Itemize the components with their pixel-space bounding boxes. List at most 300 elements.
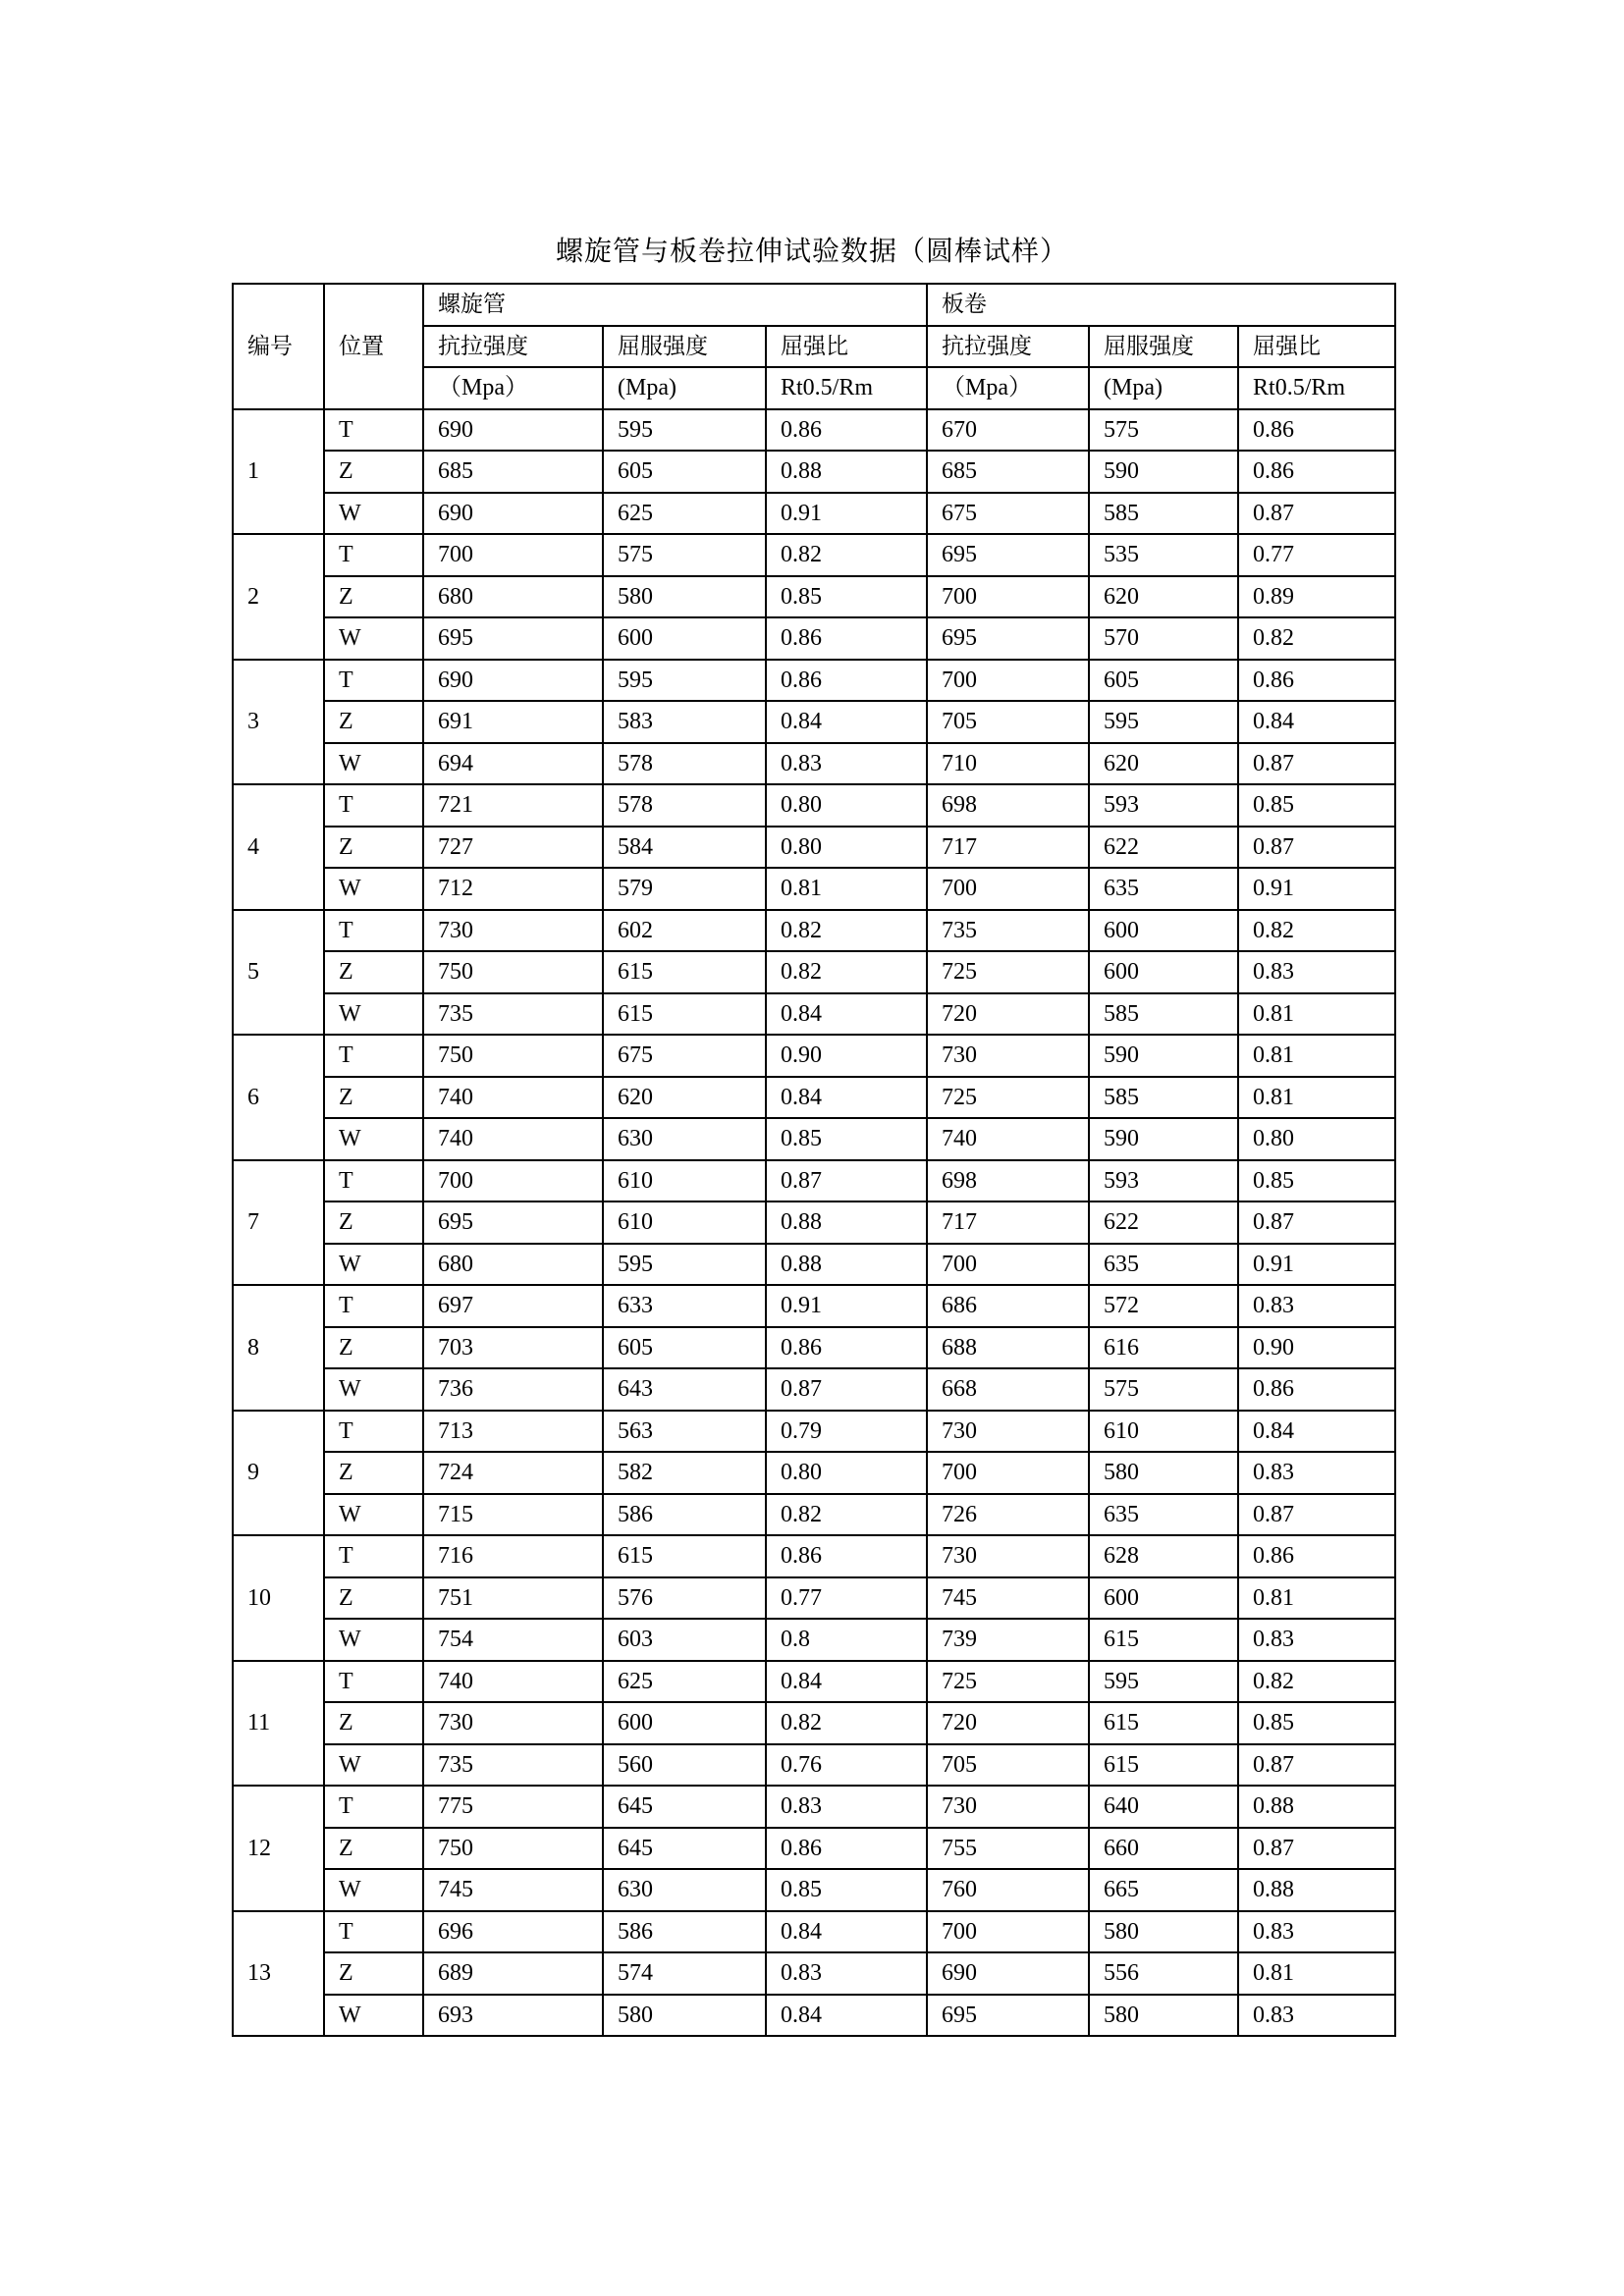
coil-yield-cell: 575 <box>1089 409 1238 452</box>
table-row <box>233 1661 1395 1703</box>
spiral-tensile-cell: 775 <box>423 1786 603 1828</box>
table-row <box>233 451 1395 493</box>
coil-yield-cell: 615 <box>1089 1744 1238 1787</box>
spiral-ratio-cell: 0.79 <box>766 1411 927 1453</box>
spiral-tensile-cell: 730 <box>423 910 603 952</box>
coil-yield-cell: 622 <box>1089 827 1238 869</box>
spiral-ratio-cell: 0.91 <box>766 493 927 535</box>
coil-tensile-cell: 735 <box>927 910 1089 952</box>
position-cell: Z <box>324 1201 423 1244</box>
table-row <box>233 951 1395 993</box>
spiral-yield-cell: 630 <box>603 1118 766 1160</box>
position-cell: T <box>324 784 423 827</box>
spiral-yield-cell: 580 <box>603 576 766 618</box>
spiral-yield-cell: 576 <box>603 1577 766 1620</box>
spiral-ratio-cell: 0.85 <box>766 1869 927 1911</box>
spiral-ratio-cell: 0.82 <box>766 1702 927 1744</box>
sample-no-cell: 13 <box>233 1911 324 2037</box>
coil-ratio-cell: 0.81 <box>1238 1035 1395 1077</box>
coil-tensile-cell: 700 <box>927 1452 1089 1494</box>
coil-ratio-cell: 0.87 <box>1238 827 1395 869</box>
coil-ratio-cell: 0.91 <box>1238 1244 1395 1286</box>
header-spiral-ratio: 屈强比 <box>766 326 927 368</box>
sample-no-cell: 10 <box>233 1535 324 1661</box>
coil-tensile-cell: 668 <box>927 1368 1089 1411</box>
header-spiral-tensile: 抗拉强度 <box>423 326 603 368</box>
spiral-yield-cell: 615 <box>603 951 766 993</box>
coil-tensile-cell: 700 <box>927 1911 1089 1953</box>
position-cell: T <box>324 1911 423 1953</box>
coil-yield-cell: 616 <box>1089 1327 1238 1369</box>
coil-ratio-cell: 0.91 <box>1238 868 1395 910</box>
sample-no-cell: 7 <box>233 1160 324 1286</box>
spiral-tensile-cell: 690 <box>423 409 603 452</box>
spiral-ratio-cell: 0.82 <box>766 951 927 993</box>
coil-yield-cell: 585 <box>1089 993 1238 1036</box>
coil-tensile-cell: 740 <box>927 1118 1089 1160</box>
table-row <box>233 1327 1395 1369</box>
spiral-ratio-cell: 0.86 <box>766 660 927 702</box>
coil-ratio-cell: 0.81 <box>1238 1577 1395 1620</box>
header-coil-ratio-unit: Rt0.5/Rm <box>1238 367 1395 409</box>
sample-no-cell: 2 <box>233 534 324 660</box>
table-row <box>233 1869 1395 1911</box>
spiral-ratio-cell: 0.77 <box>766 1577 927 1620</box>
spiral-yield-cell: 583 <box>603 701 766 743</box>
coil-yield-cell: 620 <box>1089 743 1238 785</box>
spiral-yield-cell: 560 <box>603 1744 766 1787</box>
coil-yield-cell: 660 <box>1089 1828 1238 1870</box>
coil-ratio-cell: 0.87 <box>1238 1744 1395 1787</box>
coil-ratio-cell: 0.82 <box>1238 910 1395 952</box>
spiral-ratio-cell: 0.84 <box>766 1995 927 2037</box>
coil-ratio-cell: 0.83 <box>1238 951 1395 993</box>
coil-yield-cell: 593 <box>1089 784 1238 827</box>
coil-tensile-cell: 705 <box>927 1744 1089 1787</box>
spiral-yield-cell: 620 <box>603 1077 766 1119</box>
spiral-ratio-cell: 0.84 <box>766 993 927 1036</box>
table-row <box>233 1035 1395 1077</box>
coil-ratio-cell: 0.86 <box>1238 451 1395 493</box>
position-cell: Z <box>324 951 423 993</box>
coil-yield-cell: 635 <box>1089 868 1238 910</box>
header-coil-tensile-unit: （Mpa） <box>927 367 1089 409</box>
spiral-ratio-cell: 0.83 <box>766 1786 927 1828</box>
position-cell: Z <box>324 1327 423 1369</box>
position-cell: T <box>324 1035 423 1077</box>
position-cell: Z <box>324 1577 423 1620</box>
coil-ratio-cell: 0.81 <box>1238 1952 1395 1995</box>
coil-tensile-cell: 700 <box>927 576 1089 618</box>
table-row <box>233 1995 1395 2037</box>
coil-tensile-cell: 725 <box>927 1077 1089 1119</box>
spiral-tensile-cell: 751 <box>423 1577 603 1620</box>
spiral-tensile-cell: 735 <box>423 1744 603 1787</box>
spiral-yield-cell: 675 <box>603 1035 766 1077</box>
coil-yield-cell: 593 <box>1089 1160 1238 1202</box>
coil-yield-cell: 535 <box>1089 534 1238 576</box>
header-row-group <box>233 284 1395 326</box>
spiral-yield-cell: 595 <box>603 1244 766 1286</box>
coil-yield-cell: 590 <box>1089 1118 1238 1160</box>
spiral-tensile-cell: 736 <box>423 1368 603 1411</box>
table-row <box>233 1911 1395 1953</box>
table-row <box>233 1535 1395 1577</box>
sample-no-cell: 5 <box>233 910 324 1036</box>
position-cell: T <box>324 1661 423 1703</box>
coil-ratio-cell: 0.83 <box>1238 1619 1395 1661</box>
header-spiral-ratio-unit: Rt0.5/Rm <box>766 367 927 409</box>
coil-ratio-cell: 0.81 <box>1238 993 1395 1036</box>
table-row <box>233 868 1395 910</box>
coil-yield-cell: 570 <box>1089 617 1238 660</box>
table-row <box>233 576 1395 618</box>
spiral-tensile-cell: 680 <box>423 1244 603 1286</box>
spiral-yield-cell: 602 <box>603 910 766 952</box>
spiral-yield-cell: 625 <box>603 493 766 535</box>
coil-yield-cell: 556 <box>1089 1952 1238 1995</box>
spiral-yield-cell: 603 <box>603 1619 766 1661</box>
coil-tensile-cell: 745 <box>927 1577 1089 1620</box>
header-group-spiral: 螺旋管 <box>423 284 927 326</box>
spiral-yield-cell: 633 <box>603 1285 766 1327</box>
coil-ratio-cell: 0.87 <box>1238 1828 1395 1870</box>
spiral-tensile-cell: 695 <box>423 617 603 660</box>
tensile-test-table <box>232 283 1396 2037</box>
position-cell: Z <box>324 827 423 869</box>
header-coil-yield-unit: (Mpa) <box>1089 367 1238 409</box>
spiral-yield-cell: 578 <box>603 743 766 785</box>
spiral-tensile-cell: 740 <box>423 1077 603 1119</box>
coil-yield-cell: 620 <box>1089 576 1238 618</box>
coil-yield-cell: 600 <box>1089 951 1238 993</box>
spiral-ratio-cell: 0.80 <box>766 1452 927 1494</box>
coil-ratio-cell: 0.86 <box>1238 1535 1395 1577</box>
position-cell: T <box>324 1535 423 1577</box>
spiral-tensile-cell: 740 <box>423 1118 603 1160</box>
coil-yield-cell: 595 <box>1089 1661 1238 1703</box>
spiral-tensile-cell: 703 <box>423 1327 603 1369</box>
coil-yield-cell: 590 <box>1089 451 1238 493</box>
spiral-yield-cell: 645 <box>603 1786 766 1828</box>
coil-yield-cell: 580 <box>1089 1911 1238 1953</box>
coil-tensile-cell: 686 <box>927 1285 1089 1327</box>
spiral-ratio-cell: 0.87 <box>766 1160 927 1202</box>
coil-ratio-cell: 0.83 <box>1238 1285 1395 1327</box>
coil-yield-cell: 585 <box>1089 1077 1238 1119</box>
table-row <box>233 701 1395 743</box>
spiral-yield-cell: 615 <box>603 993 766 1036</box>
coil-ratio-cell: 0.87 <box>1238 743 1395 785</box>
coil-ratio-cell: 0.86 <box>1238 660 1395 702</box>
coil-tensile-cell: 730 <box>927 1411 1089 1453</box>
coil-tensile-cell: 700 <box>927 1244 1089 1286</box>
coil-tensile-cell: 710 <box>927 743 1089 785</box>
coil-yield-cell: 600 <box>1089 1577 1238 1620</box>
coil-yield-cell: 580 <box>1089 1452 1238 1494</box>
position-cell: W <box>324 1744 423 1787</box>
sample-no-cell: 8 <box>233 1285 324 1411</box>
coil-yield-cell: 610 <box>1089 1411 1238 1453</box>
table-row <box>233 910 1395 952</box>
coil-tensile-cell: 739 <box>927 1619 1089 1661</box>
table-header <box>233 284 1395 409</box>
coil-yield-cell: 622 <box>1089 1201 1238 1244</box>
position-cell: W <box>324 1244 423 1286</box>
coil-ratio-cell: 0.77 <box>1238 534 1395 576</box>
coil-ratio-cell: 0.86 <box>1238 1368 1395 1411</box>
coil-tensile-cell: 698 <box>927 784 1089 827</box>
sample-no-cell: 12 <box>233 1786 324 1911</box>
table-row <box>233 534 1395 576</box>
coil-ratio-cell: 0.84 <box>1238 701 1395 743</box>
spiral-ratio-cell: 0.80 <box>766 827 927 869</box>
coil-tensile-cell: 717 <box>927 1201 1089 1244</box>
spiral-yield-cell: 580 <box>603 1995 766 2037</box>
table-row <box>233 617 1395 660</box>
coil-ratio-cell: 0.83 <box>1238 1911 1395 1953</box>
position-cell: Z <box>324 451 423 493</box>
position-cell: Z <box>324 1077 423 1119</box>
coil-tensile-cell: 760 <box>927 1869 1089 1911</box>
spiral-ratio-cell: 0.85 <box>766 576 927 618</box>
position-cell: W <box>324 617 423 660</box>
spiral-ratio-cell: 0.86 <box>766 1327 927 1369</box>
table-row <box>233 1702 1395 1744</box>
coil-tensile-cell: 695 <box>927 617 1089 660</box>
coil-tensile-cell: 755 <box>927 1828 1089 1870</box>
spiral-yield-cell: 574 <box>603 1952 766 1995</box>
position-cell: Z <box>324 701 423 743</box>
position-cell: W <box>324 493 423 535</box>
table-row <box>233 1201 1395 1244</box>
position-cell: Z <box>324 1452 423 1494</box>
table-row <box>233 1118 1395 1160</box>
sample-no-cell: 4 <box>233 784 324 910</box>
spiral-ratio-cell: 0.83 <box>766 1952 927 1995</box>
coil-tensile-cell: 675 <box>927 493 1089 535</box>
table-row <box>233 1368 1395 1411</box>
header-no: 编号 <box>233 284 324 409</box>
coil-ratio-cell: 0.87 <box>1238 1494 1395 1536</box>
coil-tensile-cell: 730 <box>927 1786 1089 1828</box>
coil-ratio-cell: 0.88 <box>1238 1869 1395 1911</box>
table-row <box>233 1452 1395 1494</box>
spiral-yield-cell: 630 <box>603 1869 766 1911</box>
coil-tensile-cell: 690 <box>927 1952 1089 1995</box>
position-cell: T <box>324 409 423 452</box>
header-coil-ratio: 屈强比 <box>1238 326 1395 368</box>
spiral-ratio-cell: 0.88 <box>766 1201 927 1244</box>
coil-ratio-cell: 0.87 <box>1238 1201 1395 1244</box>
table-row <box>233 1744 1395 1787</box>
coil-tensile-cell: 685 <box>927 451 1089 493</box>
position-cell: T <box>324 660 423 702</box>
coil-ratio-cell: 0.86 <box>1238 409 1395 452</box>
spiral-tensile-cell: 745 <box>423 1869 603 1911</box>
table-row <box>233 660 1395 702</box>
coil-yield-cell: 665 <box>1089 1869 1238 1911</box>
position-cell: T <box>324 1786 423 1828</box>
header-coil-tensile: 抗拉强度 <box>927 326 1089 368</box>
coil-yield-cell: 605 <box>1089 660 1238 702</box>
coil-tensile-cell: 695 <box>927 1995 1089 2037</box>
spiral-tensile-cell: 740 <box>423 1661 603 1703</box>
table-row <box>233 409 1395 452</box>
header-coil-yield: 屈服强度 <box>1089 326 1238 368</box>
spiral-ratio-cell: 0.84 <box>766 1661 927 1703</box>
coil-tensile-cell: 730 <box>927 1035 1089 1077</box>
table-body <box>233 409 1395 2037</box>
coil-tensile-cell: 700 <box>927 660 1089 702</box>
spiral-tensile-cell: 697 <box>423 1285 603 1327</box>
spiral-tensile-cell: 754 <box>423 1619 603 1661</box>
spiral-yield-cell: 605 <box>603 451 766 493</box>
table-row <box>233 1077 1395 1119</box>
position-cell: T <box>324 1285 423 1327</box>
sample-no-cell: 9 <box>233 1411 324 1536</box>
spiral-ratio-cell: 0.91 <box>766 1285 927 1327</box>
position-cell: W <box>324 1995 423 2037</box>
position-cell: Z <box>324 1828 423 1870</box>
coil-yield-cell: 640 <box>1089 1786 1238 1828</box>
table-row <box>233 493 1395 535</box>
spiral-tensile-cell: 750 <box>423 1828 603 1870</box>
spiral-ratio-cell: 0.86 <box>766 617 927 660</box>
coil-yield-cell: 628 <box>1089 1535 1238 1577</box>
coil-ratio-cell: 0.82 <box>1238 617 1395 660</box>
table-row <box>233 1577 1395 1620</box>
coil-yield-cell: 595 <box>1089 701 1238 743</box>
coil-ratio-cell: 0.85 <box>1238 1702 1395 1744</box>
position-cell: W <box>324 743 423 785</box>
spiral-yield-cell: 643 <box>603 1368 766 1411</box>
coil-yield-cell: 615 <box>1089 1619 1238 1661</box>
position-cell: T <box>324 910 423 952</box>
spiral-yield-cell: 575 <box>603 534 766 576</box>
spiral-tensile-cell: 690 <box>423 493 603 535</box>
coil-yield-cell: 635 <box>1089 1494 1238 1536</box>
spiral-tensile-cell: 735 <box>423 993 603 1036</box>
spiral-tensile-cell: 727 <box>423 827 603 869</box>
position-cell: W <box>324 993 423 1036</box>
position-cell: W <box>324 1118 423 1160</box>
position-cell: T <box>324 1160 423 1202</box>
spiral-ratio-cell: 0.82 <box>766 1494 927 1536</box>
spiral-tensile-cell: 724 <box>423 1452 603 1494</box>
table-row <box>233 743 1395 785</box>
spiral-ratio-cell: 0.86 <box>766 409 927 452</box>
header-spiral-tensile-unit: （Mpa） <box>423 367 603 409</box>
spiral-ratio-cell: 0.86 <box>766 1535 927 1577</box>
spiral-tensile-cell: 689 <box>423 1952 603 1995</box>
coil-ratio-cell: 0.90 <box>1238 1327 1395 1369</box>
spiral-yield-cell: 645 <box>603 1828 766 1870</box>
spiral-yield-cell: 595 <box>603 660 766 702</box>
coil-tensile-cell: 730 <box>927 1535 1089 1577</box>
table-row <box>233 1494 1395 1536</box>
position-cell: W <box>324 1368 423 1411</box>
spiral-yield-cell: 625 <box>603 1661 766 1703</box>
sample-no-cell: 1 <box>233 409 324 535</box>
spiral-tensile-cell: 721 <box>423 784 603 827</box>
spiral-ratio-cell: 0.8 <box>766 1619 927 1661</box>
spiral-yield-cell: 615 <box>603 1535 766 1577</box>
coil-tensile-cell: 720 <box>927 1702 1089 1744</box>
page-title: 螺旋管与板卷拉伸试验数据（圆棒试样） <box>555 235 1068 267</box>
coil-tensile-cell: 725 <box>927 951 1089 993</box>
spiral-yield-cell: 600 <box>603 1702 766 1744</box>
spiral-ratio-cell: 0.88 <box>766 1244 927 1286</box>
spiral-yield-cell: 584 <box>603 827 766 869</box>
spiral-ratio-cell: 0.84 <box>766 1077 927 1119</box>
coil-tensile-cell: 688 <box>927 1327 1089 1369</box>
table-row <box>233 1828 1395 1870</box>
coil-ratio-cell: 0.82 <box>1238 1661 1395 1703</box>
header-group-coil: 板卷 <box>927 284 1395 326</box>
coil-tensile-cell: 705 <box>927 701 1089 743</box>
coil-tensile-cell: 725 <box>927 1661 1089 1703</box>
coil-tensile-cell: 695 <box>927 534 1089 576</box>
spiral-yield-cell: 605 <box>603 1327 766 1369</box>
table-row <box>233 1619 1395 1661</box>
spiral-ratio-cell: 0.81 <box>766 868 927 910</box>
spiral-ratio-cell: 0.86 <box>766 1828 927 1870</box>
table-row <box>233 993 1395 1036</box>
spiral-yield-cell: 600 <box>603 617 766 660</box>
coil-ratio-cell: 0.84 <box>1238 1411 1395 1453</box>
position-cell: W <box>324 868 423 910</box>
spiral-ratio-cell: 0.80 <box>766 784 927 827</box>
header-position: 位置 <box>324 284 423 409</box>
spiral-tensile-cell: 700 <box>423 1160 603 1202</box>
spiral-ratio-cell: 0.82 <box>766 534 927 576</box>
position-cell: Z <box>324 576 423 618</box>
spiral-yield-cell: 586 <box>603 1911 766 1953</box>
spiral-yield-cell: 586 <box>603 1494 766 1536</box>
table-row <box>233 827 1395 869</box>
coil-tensile-cell: 698 <box>927 1160 1089 1202</box>
spiral-ratio-cell: 0.76 <box>766 1744 927 1787</box>
coil-tensile-cell: 726 <box>927 1494 1089 1536</box>
table-row <box>233 1244 1395 1286</box>
spiral-yield-cell: 582 <box>603 1452 766 1494</box>
coil-yield-cell: 635 <box>1089 1244 1238 1286</box>
coil-tensile-cell: 717 <box>927 827 1089 869</box>
spiral-tensile-cell: 700 <box>423 534 603 576</box>
spiral-tensile-cell: 696 <box>423 1911 603 1953</box>
coil-ratio-cell: 0.89 <box>1238 576 1395 618</box>
spiral-tensile-cell: 685 <box>423 451 603 493</box>
coil-yield-cell: 585 <box>1089 493 1238 535</box>
spiral-tensile-cell: 695 <box>423 1201 603 1244</box>
spiral-tensile-cell: 712 <box>423 868 603 910</box>
coil-yield-cell: 572 <box>1089 1285 1238 1327</box>
sample-no-cell: 6 <box>233 1035 324 1160</box>
position-cell: W <box>324 1494 423 1536</box>
spiral-tensile-cell: 730 <box>423 1702 603 1744</box>
coil-ratio-cell: 0.83 <box>1238 1995 1395 2037</box>
sample-no-cell: 11 <box>233 1661 324 1787</box>
spiral-tensile-cell: 716 <box>423 1535 603 1577</box>
coil-yield-cell: 580 <box>1089 1995 1238 2037</box>
coil-yield-cell: 590 <box>1089 1035 1238 1077</box>
spiral-yield-cell: 595 <box>603 409 766 452</box>
spiral-ratio-cell: 0.88 <box>766 451 927 493</box>
coil-ratio-cell: 0.85 <box>1238 1160 1395 1202</box>
coil-ratio-cell: 0.85 <box>1238 784 1395 827</box>
coil-ratio-cell: 0.87 <box>1238 493 1395 535</box>
